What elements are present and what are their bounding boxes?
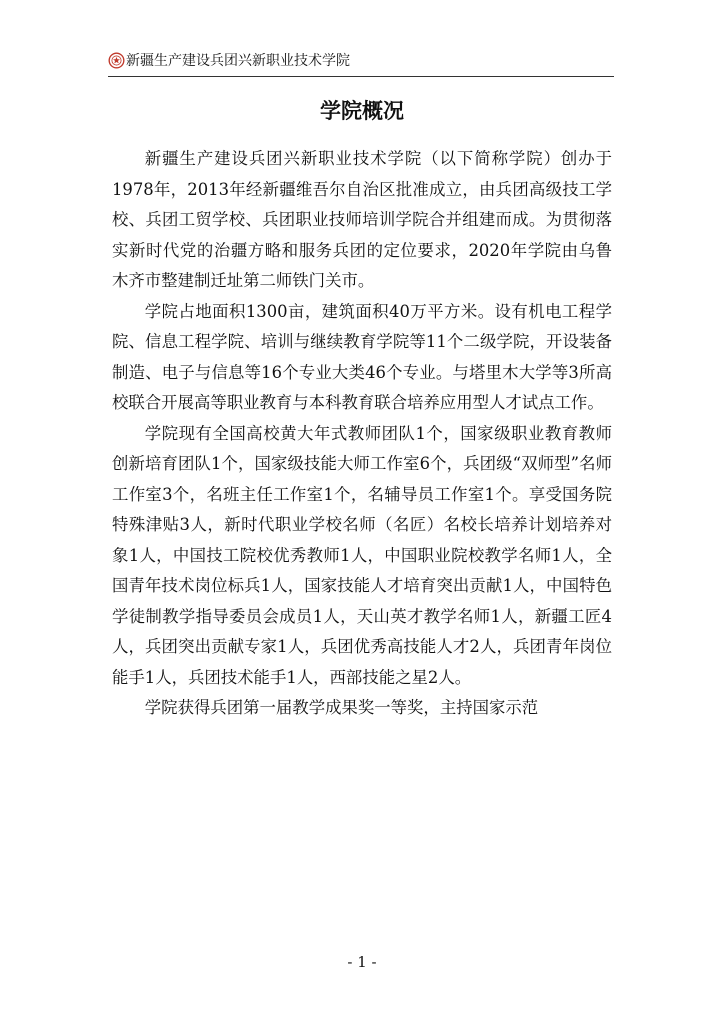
document-body [112,144,612,724]
page-number: - 1 - [347,953,377,971]
paragraph-campus: 学院占地面积1300亩，建筑面积40万平方米。设有机电工程学院、信息工程学院、培训与继续教育学院等11个二级学院，开设装备制造、电子与信息等16个专业大类46个专业。与塔里木大学等3所高校联合开展高等职业教育与本科教育联合培养应用型人才试点工作。 [112,301,612,412]
page-header [108,50,614,77]
college-logo-icon [108,52,125,69]
header-title: 新疆生产建设兵团兴新职业技术学院 [126,53,350,69]
paragraph-awards: 学院获得兵团第一届教学成果奖一等奖，主持国家示范 [144,698,539,717]
paragraph-founding: 新疆生产建设兵团兴新职业技术学院（以下简称学院）创办于1978年，2013年经新疆维吾尔自治区批准成立，由兵团高级技工学校、兵团工贸学校、兵团职业技师培训学院合并组建而成。为贯彻落实新时代党的治疆方略和服务兵团的定位要求，2020年学院由乌鲁木齐市整建制迁址第二师铁门关市。 [112,149,612,290]
document-title: 学院概况 [320,99,404,123]
paragraph-faculty: 学院现有全国高校黄大年式教师团队1个，国家级职业教育教师创新培育团队1个，国家级技能大师工作室6个，兵团级“双师型”名师工作室3个，名班主任工作室1个，名辅导员工作室1个。享受国务院特殊津贴3人，新时代职业学校名师（名匠）名校长培养计划培养对象1人，中国技工院校优秀教师1人，中国职业院校教学名师1人，全国青年技术岗位标兵1人，国家技能人才培育突出贡献1人，中国特色学徒制教学指导委员会成员1人，天山英才教学名师1人，新疆工匠4人，兵团突出贡献专家1人，兵团优秀高技能人才2人，兵团青年岗位能手1人，兵团技术能手1人，西部技能之星2人。 [112,423,612,687]
